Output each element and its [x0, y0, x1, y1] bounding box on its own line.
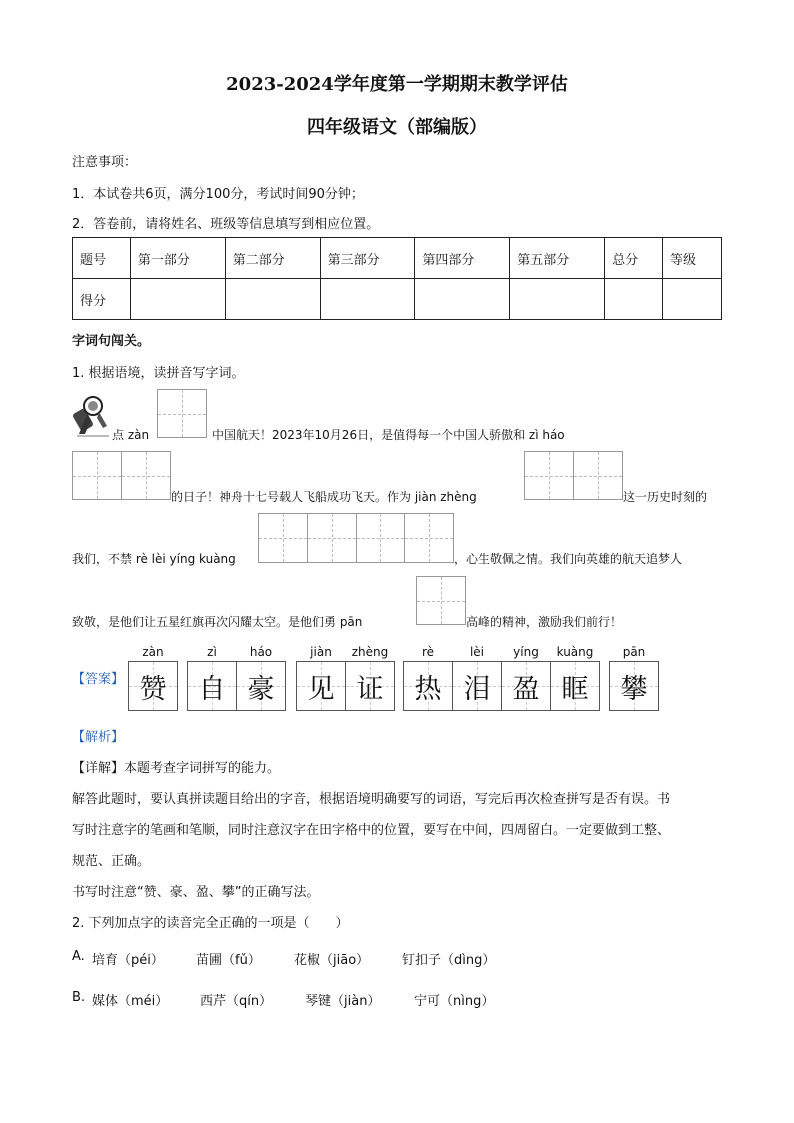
q2-option-b-item: 媒体（méi）	[92, 994, 169, 1009]
q1-prompt: 1. 根据语境，读拼音写字词。	[72, 366, 245, 381]
answer-box-zan	[128, 661, 178, 711]
tianzige-box-jianzheng[interactable]	[524, 451, 623, 500]
notes-heading: 注意事项：	[72, 155, 138, 170]
answer-char: 赞	[139, 673, 167, 705]
section-title: 字词句闯关。	[72, 334, 151, 349]
answer-pinyin: lèi	[469, 645, 485, 659]
q1-line1-text-b: 中国航天！2023年10月26日，是值得每一个中国人骄傲和 zì háo	[212, 428, 565, 442]
score-input-cell[interactable]	[320, 279, 415, 320]
score-header-cell: 总分	[605, 238, 663, 279]
answer-pinyin: yíng	[513, 645, 539, 659]
q2-option-b-item: 琴键（jiàn）	[305, 994, 381, 1009]
q2-option-a-item: 培育（péi）	[92, 953, 164, 968]
score-table-header-row	[73, 238, 722, 279]
answer-char: 自	[198, 673, 226, 705]
analysis-label: 【解析】	[72, 730, 125, 745]
answer-char: 见	[307, 673, 335, 705]
q1-line2-text-a: 的日子！神舟十七号载人飞船成功飞天。作为 jiàn zhèng	[171, 490, 477, 504]
q2-option-a-item: 钉扣子（dìng）	[402, 953, 496, 968]
score-input-cell[interactable]	[662, 279, 721, 320]
score-table-row	[73, 279, 722, 320]
q2-prompt: 2. 下列加点字的读音完全正确的一项是（ ）	[72, 916, 349, 931]
q1-line4-text-a: 致敬，是他们让五星红旗再次闪耀太空。是他们勇 pān	[72, 615, 363, 629]
tianzige-box-zan[interactable]	[157, 389, 207, 438]
notes-item-1: 1．本试卷共6页，满分100分，考试时间90分钟；	[72, 187, 364, 202]
score-table	[72, 237, 722, 320]
explain-line: 写时注意字的笔画和笔顺，同时注意汉字在田字格中的位置，要写在中间，四周留白。一定要做到工整、	[72, 823, 671, 838]
score-header-cell: 第四部分	[415, 238, 510, 279]
q1-line3-text-a: 我们，不禁 rè lèi yíng kuàng	[72, 552, 236, 566]
q1-line4-text-b: 高峰的精神，激励我们前行！	[466, 615, 623, 629]
notes-item-2: 2．答卷前，请将姓名、班级等信息填写到相应位置。	[72, 217, 380, 232]
detail-text: 【详解】本题考查字词拼写的能力。	[72, 761, 281, 776]
q2-option-b-item: 宁可（nìng）	[414, 994, 495, 1009]
q2-option-b-label[interactable]: B.	[72, 990, 86, 1005]
answer-char: 盈	[512, 673, 540, 705]
note-text: 书写时注意“赞、豪、盈、攀”的正确写法。	[72, 885, 320, 900]
score-input-cell[interactable]	[605, 279, 663, 320]
answer-char: 证	[356, 673, 384, 705]
q1-line1-text-a: 点 zàn	[112, 428, 150, 442]
score-header-cell: 第二部分	[225, 238, 320, 279]
score-header-cell: 等级	[662, 238, 721, 279]
q1-line3-text-b: ，心生敬佩之情。我们向英雄的航天追梦人	[454, 552, 683, 566]
answer-pinyin: zhèng	[351, 645, 389, 659]
q2-option-b-item: 西芹（qín）	[200, 994, 273, 1009]
score-input-cell[interactable]	[130, 279, 225, 320]
q2-option-a-item: 苗圃（fǔ）	[196, 953, 261, 968]
exam-subtitle: 四年级语文（部编版）	[307, 117, 487, 138]
answer-label: 【答案】	[72, 672, 125, 687]
answer-char: 豪	[247, 673, 275, 705]
tianzige-box-releiyingkuang[interactable]	[258, 513, 454, 563]
answer-char: 攀	[620, 673, 648, 705]
score-header-cell: 第五部分	[510, 238, 605, 279]
tianzige-box-pan[interactable]	[416, 576, 466, 625]
answer-box-pan	[609, 661, 659, 711]
answer-pinyin: kuàng	[556, 645, 594, 659]
astronaut-icon	[73, 390, 113, 440]
score-header-cell: 题号	[73, 238, 131, 279]
answer-pinyin: zì	[207, 645, 217, 659]
answer-box-releiyingkuang	[403, 661, 600, 711]
tianzige-box-zihao[interactable]	[72, 451, 171, 500]
answer-box-zihao	[187, 661, 286, 711]
answer-char: 眶	[561, 673, 589, 705]
q2-option-a-item: 花椒（jiāo）	[294, 953, 370, 968]
score-input-cell[interactable]	[415, 279, 510, 320]
score-header-cell: 第一部分	[130, 238, 225, 279]
answer-pinyin: rè	[421, 645, 435, 659]
answer-box-jianzheng	[296, 661, 395, 711]
explain-line: 规范、正确。	[72, 854, 151, 869]
q2-option-a-label[interactable]: A.	[72, 949, 85, 964]
explain-line: 解答此题时，要认真拼读题目给出的字音，根据语境明确要写的词语，写完后再次检查拼写是否有误。书	[72, 792, 671, 807]
answer-pinyin: háo	[249, 645, 273, 659]
score-input-cell[interactable]	[225, 279, 320, 320]
answer-char: 泪	[463, 673, 491, 705]
answer-pinyin: zàn	[142, 645, 164, 659]
score-input-cell[interactable]	[510, 279, 605, 320]
score-row-label: 得分	[73, 279, 131, 320]
answer-pinyin: pān	[622, 645, 646, 659]
answer-pinyin: jiàn	[310, 645, 332, 659]
answer-char: 热	[414, 673, 442, 705]
exam-title: 2023-2024学年度第一学期期末教学评估	[226, 74, 568, 95]
q1-line2-text-b: 这一历史时刻的	[623, 490, 708, 504]
score-header-cell: 第三部分	[320, 238, 415, 279]
